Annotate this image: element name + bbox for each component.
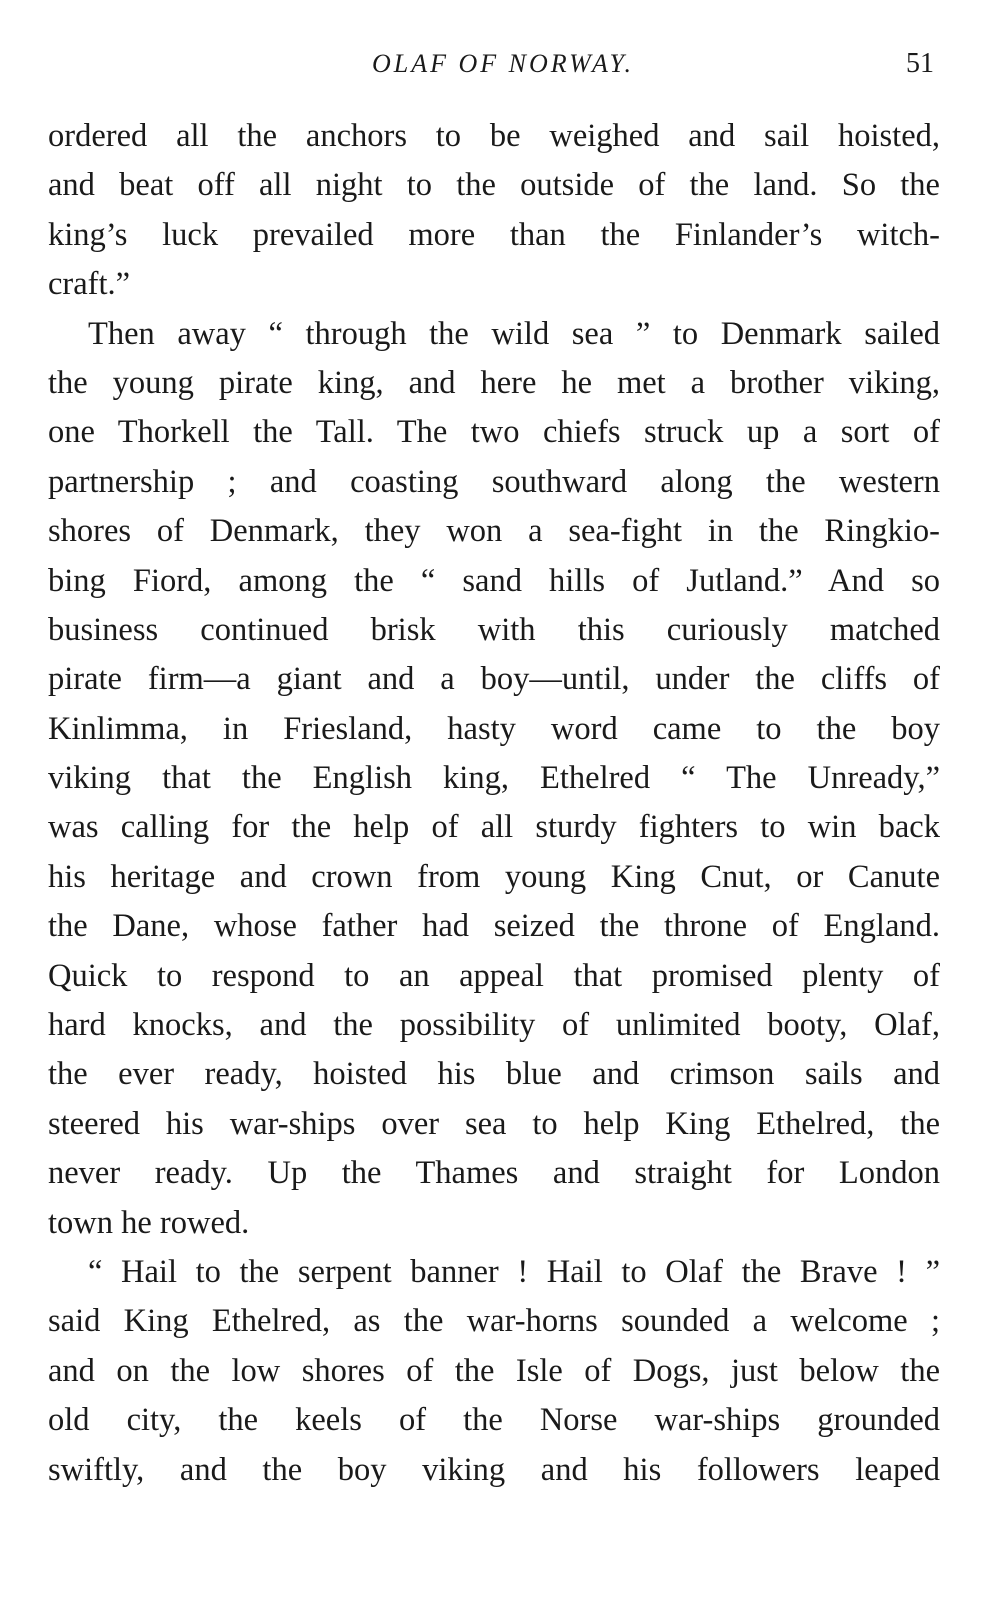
text-line: hard knocks, and the possibility of unlimited booty, Olaf, <box>48 1007 940 1044</box>
paragraph <box>48 112 940 310</box>
text-line: Then away “ through the wild sea ” to Denmark sailed <box>88 315 940 352</box>
text-line: the Dane, whose father had seized the throne of England. <box>48 908 940 945</box>
page-number: 51 <box>906 48 934 79</box>
text-line: business continued brisk with this curiously matched <box>48 611 940 648</box>
text-line: the ever ready, hoisted his blue and crimson sails and <box>48 1056 940 1093</box>
running-head <box>0 44 1006 84</box>
text-line: was calling for the help of all sturdy fighters to win back <box>48 809 940 846</box>
text-line: said King Ethelred, as the war-horns sounded a welcome ; <box>48 1303 940 1340</box>
paragraph <box>48 1248 940 1495</box>
text-line: steered his war-ships over sea to help King Ethelred, the <box>48 1105 940 1142</box>
text-line: Kinlimma, in Friesland, hasty word came to the boy <box>48 710 940 747</box>
text-line: ordered all the anchors to be weighed and sail hoisted, <box>48 118 940 154</box>
text-line: town he rowed. <box>48 1204 250 1241</box>
text-line: one Thorkell the Tall. The two chiefs struck up a sort of <box>48 414 940 451</box>
text-line: the young pirate king, and here he met a brother viking, <box>48 364 940 401</box>
text-line: partnership ; and coasting southward along the western <box>48 463 940 500</box>
text-line: old city, the keels of the Norse war-ships grounded <box>48 1402 940 1439</box>
text-line: Quick to respond to an appeal that promised plenty of <box>48 957 940 994</box>
text-line: his heritage and crown from young King Cnut, or Canute <box>48 858 940 895</box>
text-line: swiftly, and the boy viking and his followers leaped <box>48 1451 940 1488</box>
text-line: shores of Denmark, they won a sea-fight in the Ringkio- <box>48 513 940 550</box>
running-title: OLAF OF NORWAY. <box>371 49 635 78</box>
text-line: craft.” <box>48 266 131 303</box>
text-line: “ Hail to the serpent banner ! Hail to Olaf the Brave ! ” <box>88 1253 940 1290</box>
text-line: and beat off all night to the outside of the land. So the <box>48 167 940 204</box>
body-text <box>48 112 940 1495</box>
text-line: viking that the English king, Ethelred “ The Unready,” <box>48 760 940 797</box>
text-line: bing Fiord, among the “ sand hills of Jutland.” And so <box>48 562 940 599</box>
text-line: king’s luck prevailed more than the Finlander’s witch- <box>48 216 940 253</box>
text-line: never ready. Up the Thames and straight for London <box>48 1155 940 1192</box>
text-line: and on the low shores of the Isle of Dogs, just below the <box>48 1352 940 1389</box>
text-line: pirate firm—a giant and a boy—until, under the cliffs of <box>48 661 940 698</box>
paragraph <box>48 310 940 1248</box>
